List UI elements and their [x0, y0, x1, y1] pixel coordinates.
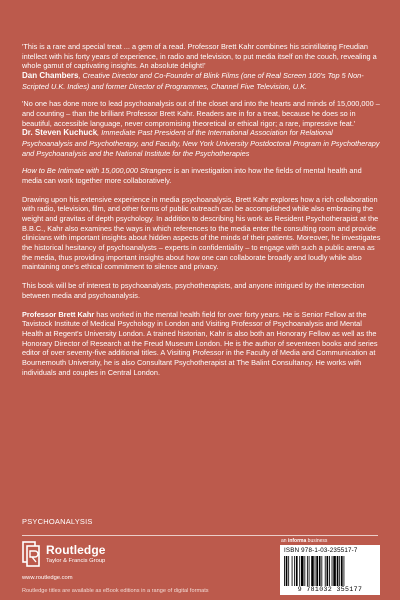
barcode-digits: 9 781032 355177	[297, 586, 363, 593]
intro-text: is an investigation into how the fields of mental health and media can work together more collaboratively.	[22, 166, 362, 185]
isbn-label: ISBN 978-1-03-235517-7	[284, 547, 358, 554]
publisher-logo	[22, 541, 222, 575]
barcode-bar	[341, 556, 343, 586]
ebook-note: Routledge titles are available as eBook editions in a range of digital formats	[22, 588, 209, 594]
barcode-icon	[284, 556, 376, 586]
description-paragraph: Drawing upon his extensive experience in media psychoanalysis, Brett Kahr explores how a rich collaboration with radio, television, film, and other forms of public outreach can be accomplished while also embracing the weight and gravitas of depth psychology. In addition to describing his work as Resident Psychotherapist at the B.B.C., Kahr also examines the ways in which references to the media enter the consulting room and provide clinicians with important insights about hidden aspects of the minds of their patients. Moreover, he investigates the historical hesitancy of psychoanalysts – experts in confidentiality – to engage with such a public arena as the media, thus providing important insights about how one can collaborate broadly and loudly while also maintaining one's ethical commitment to silence and privacy.	[22, 194, 381, 272]
publisher-website: www.routledge.com	[22, 575, 73, 581]
barcode-bar	[319, 556, 321, 586]
routledge-logo-icon	[22, 541, 42, 567]
quote-author-title: , Immediate Past President of the International Association for Relational Psychoanalysis and Psychotherapy, and Faculty, New York University Postdoctoral Program in Psychotherapy and Psychoanalysis and the National Institute for the Psychotherapies	[22, 128, 380, 158]
barcode-bar	[325, 556, 326, 586]
informa-suffix: business	[306, 538, 328, 544]
barcode-panel	[280, 545, 380, 595]
barcode-bar	[288, 556, 289, 586]
intro-paragraph	[22, 166, 382, 185]
informa-tagline	[281, 538, 327, 544]
barcode-bar	[321, 556, 322, 586]
informa-prefix: an	[281, 538, 288, 544]
footer-divider	[22, 535, 378, 536]
barcode-bar	[304, 556, 305, 586]
barcode-bar	[332, 556, 333, 586]
barcode-bar	[307, 556, 308, 586]
publisher-name: Routledge	[46, 543, 106, 557]
barcode-bar	[292, 556, 293, 586]
quote-author-title: , Creative Director and Co-Founder of Blink Films (one of Real Screen 100's Top 5 Non-Scripted U.K. Indies) and former Director of Programmes, Channel Five Television, U.K.	[22, 71, 364, 91]
author-bio-text: has worked in the mental health field for over forty years. He is Senior Fellow at the Tavistock Institute of Medical Psychology in London and Visiting Professor of Psychoanalysis and Mental Health at Regent's University London. A trained historian, Kahr is also both an Honorary Fellow as well as the Honorary Director of Research at the Freud Museum London. He is the author of seventeen books and series editor of over seventy-five additional titles. A Visiting Professor in the Faculty of Media and Communication at Bournemouth University, he is also Consultant Psychotherapist at The Balint Consultancy. He works with individuals and couples in Central London.	[22, 309, 378, 377]
audience-paragraph: This book will be of interest to psychoanalysts, psychotherapists, and anyone intrigued by the intersection between media and psychoanalysis.	[22, 281, 365, 300]
subject-category: PSYCHOANALYSIS	[22, 517, 93, 526]
barcode-bar	[315, 556, 316, 586]
barcode-bar	[286, 556, 288, 586]
barcode-bar	[296, 556, 298, 586]
barcode-bar	[339, 556, 340, 586]
quote-author: Dan Chambers	[22, 71, 79, 81]
barcode-bar	[333, 556, 336, 586]
barcode-bar	[309, 556, 310, 586]
barcode-bar	[299, 556, 300, 586]
cover-text-block	[22, 42, 382, 386]
barcode-bar	[284, 556, 285, 586]
publisher-group: Taylor & Francis Group	[46, 558, 106, 564]
barcode-bar	[294, 556, 295, 586]
quote-author: Dr. Steven Kuchuck	[22, 128, 98, 138]
barcode-bar	[301, 556, 304, 586]
quote-text: 'This is a rare and special treat ... a gem of a read. Professor Brett Kahr combines his scintillating Freudian intellect with his forty years of experience, in radio and television, to put media itself on the couch, revealing a whole gamut of captivating insights. An absolute delight!'	[22, 42, 377, 71]
quote-text: 'No one has done more to lead psychoanalysis out of the closet and into the hearts and minds of 15,000,000 – and counting – than the brilliant Professor Brett Kahr. Readers are in for a treat, because he does so in beautiful, accessible language, never compromising theoretical or ethical rigor; a rare, impressive feat.'	[22, 99, 380, 128]
barcode-bar	[337, 556, 339, 586]
barcode-bar	[329, 556, 330, 586]
author-name: Professor Brett Kahr	[22, 309, 95, 319]
barcode-bar	[316, 556, 318, 586]
barcode-bar	[344, 556, 345, 586]
book-title: How to Be Intimate with 15,000,000 Strangers	[22, 166, 172, 176]
author-bio	[22, 310, 382, 378]
endorsement-quote	[22, 99, 382, 158]
endorsement-quote	[22, 42, 382, 91]
informa-word: informa	[287, 538, 307, 544]
barcode-bar	[311, 556, 314, 586]
barcode-bar	[327, 556, 329, 586]
